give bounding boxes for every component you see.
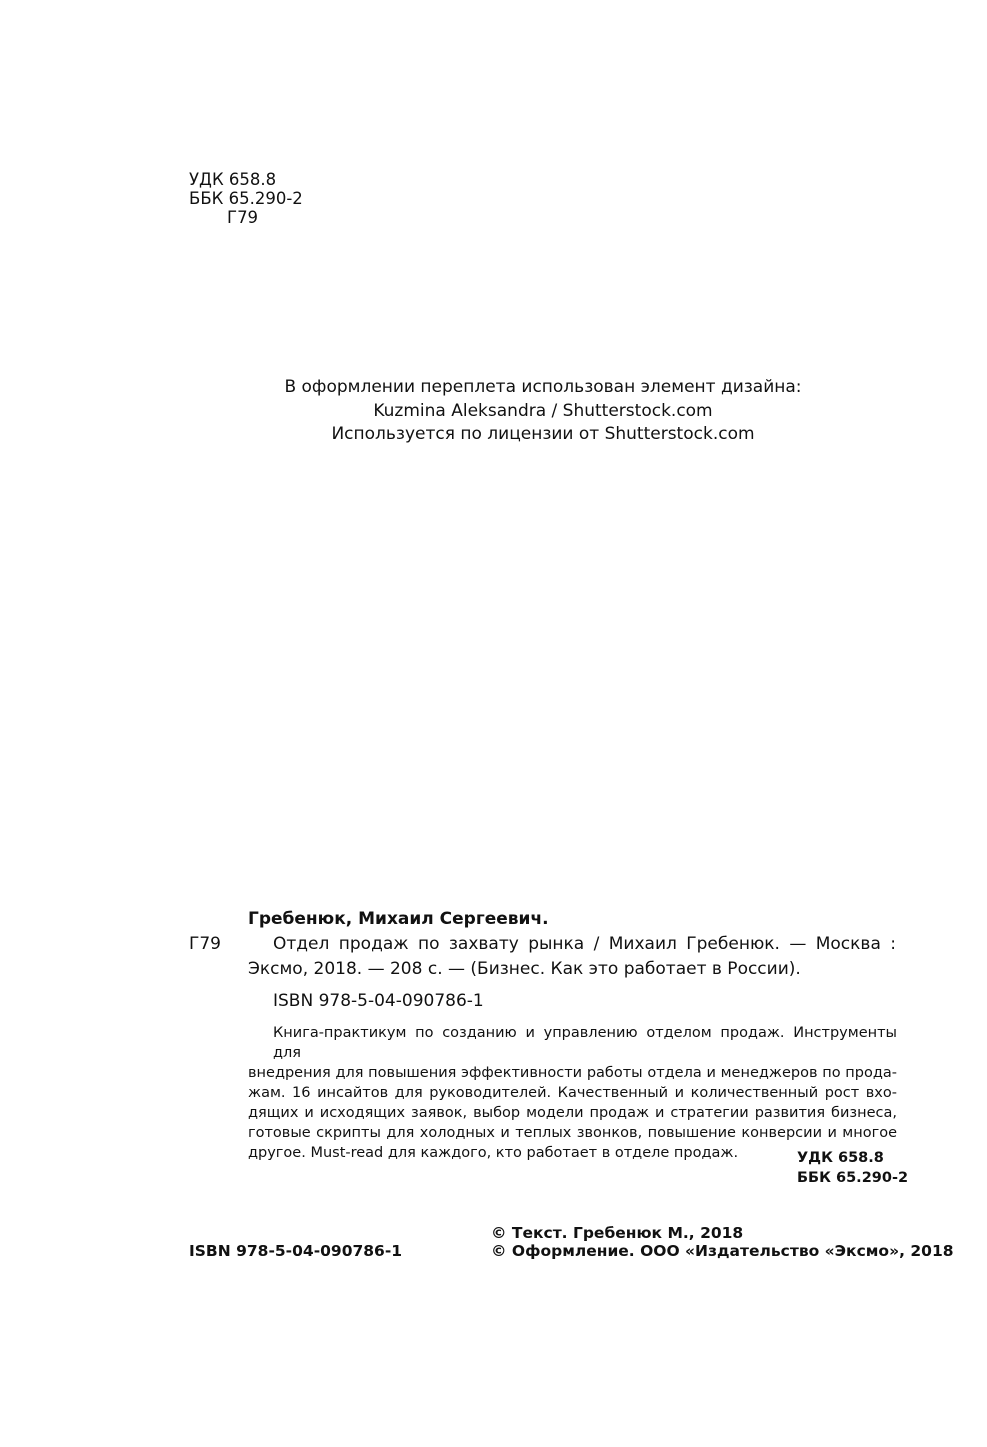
annotation-line: другое. Must-read для каждого, кто работает в отделе продаж.	[248, 1145, 739, 1161]
annotation-line: дящих и исходящих заявок, выбор модели продаж и стратегии развития бизнеса,	[248, 1105, 897, 1121]
copyright-text: © Текст. Гребенюк М., 2018	[491, 1224, 744, 1242]
design-credit	[230, 376, 856, 447]
annotation-line: готовые скрипты для холодных и теплых звонков, повышение конверсии и многое	[248, 1125, 897, 1141]
header-udk: УДК 658.8	[189, 170, 277, 189]
annotation-line: жам. 16 инсайтов для руководителей. Качественный и количественный рост вхо-	[248, 1085, 897, 1101]
header-codes	[189, 170, 303, 227]
bib-title-line-2: Эксмо, 2018. — 208 с. — (Бизнес. Как это работает в России).	[248, 959, 801, 979]
annotation-line: Книга-практикум по созданию и управлению отделом продаж. Инструменты для	[273, 1025, 897, 1061]
design-credit-line-1: В оформлении переплета использован элемент дизайна:	[284, 377, 802, 397]
header-bbk: ББК 65.290-2	[189, 189, 303, 208]
bib-title-line-1: Отдел продаж по захвату рынка / Михаил Гребенюк. — Москва :	[273, 934, 896, 954]
annotation-codes	[797, 1148, 908, 1188]
annotation-line: внедрения для повышения эффективности работы отдела и менеджеров по прода-	[248, 1065, 897, 1081]
annotation-bbk: ББК 65.290-2	[797, 1170, 909, 1186]
design-credit-line-2: Kuzmina Aleksandra / Shutterstock.com	[373, 400, 713, 421]
footer-isbn: ISBN 978-5-04-090786-1	[189, 1242, 403, 1260]
annotation	[248, 1023, 897, 1163]
annotation-udk: УДК 658.8	[797, 1150, 884, 1166]
header-author-mark: Г79	[227, 208, 259, 227]
author-heading: Гребенюк, Михаил Сергеевич.	[248, 909, 549, 929]
copyright-design: © Оформление. ООО «Издательство «Эксмо», 2018	[491, 1242, 954, 1260]
bib-isbn: ISBN 978-5-04-090786-1	[273, 991, 484, 1011]
design-credit-line-3: Используется по лицензии от Shutterstock.com	[331, 424, 755, 444]
bib-author-mark: Г79	[189, 934, 221, 954]
footer-copyright	[491, 1224, 954, 1260]
